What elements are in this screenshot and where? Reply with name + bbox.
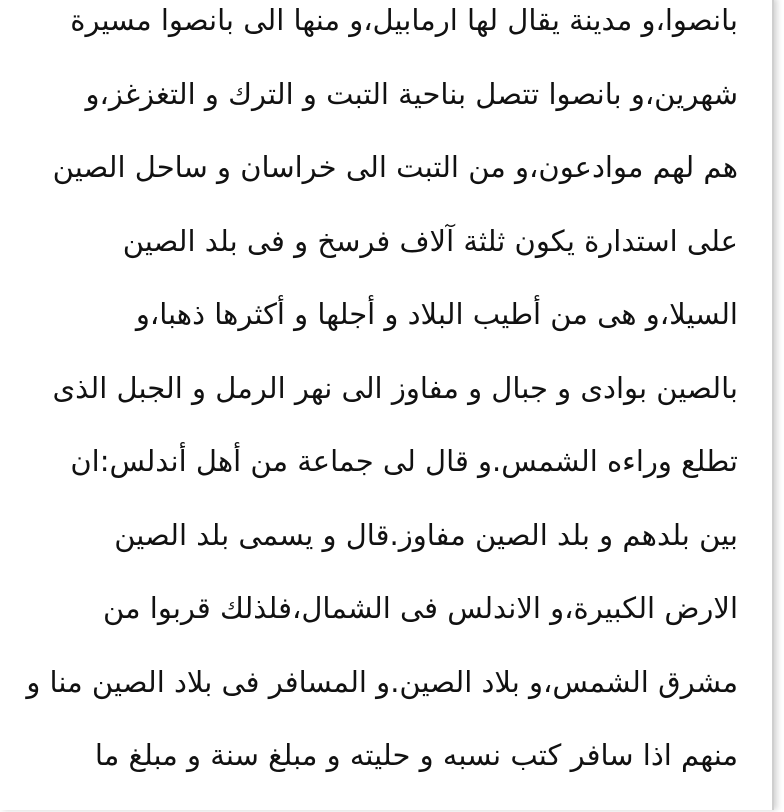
text-line-5: السيلا،و هى من أطيب البلاد و أجلها و أكثرها ذهبا،و	[135, 297, 738, 331]
text-line-6: بالصين بوادى و جبال و مفاوز الى نهر الرمل و الجبل الذى	[52, 370, 738, 405]
text-line-2: شهرين،و بانصوا تتصل بناحية التبت و الترك و التغزغز،و	[85, 76, 738, 111]
text-line-9: الارض الكبيرة،و الاندلس فى الشمال،فلذلك قربوا من	[102, 591, 738, 625]
text-line-8: بين بلدهم و بلد الصين مفاوز.قال و يسمى بلد الصين	[114, 517, 738, 552]
text-line-4: على استدارة يكون ثلثة آلاف فرسخ و فى بلد الصين	[122, 223, 738, 258]
text-line-11: منهم اذا سافر كتب نسبه و حليته و مبلغ سنة و مبلغ ما	[94, 738, 738, 772]
text-line-7: تطلع وراءه الشمس.و قال لى جماعة من أهل أندلس:ان	[70, 444, 738, 478]
text-line-3: هم لهم موادعون،و من التبت الى خراسان و ساحل الصين	[52, 150, 738, 184]
arabic-text-block	[26, 0, 738, 807]
text-line-1: بانصوا،و مدينة يقال لها ارمابيل،و منها الى بانصوا مسيرة	[70, 3, 738, 37]
text-line-10: مشرق الشمس،و بلاد الصين.و المسافر فى بلاد الصين منا و	[26, 664, 738, 699]
